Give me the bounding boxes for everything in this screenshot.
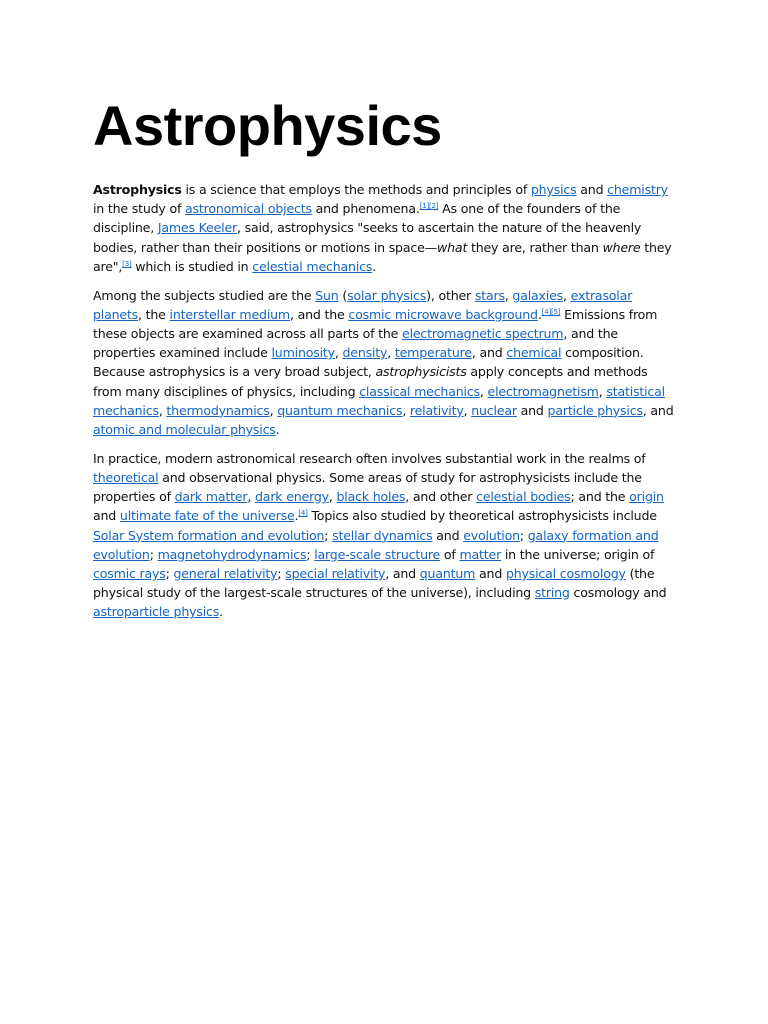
link-large-scale-structure[interactable]: large-scale structure (314, 546, 441, 562)
link-solar-physics[interactable]: solar physics (347, 287, 427, 303)
paragraph-practice (93, 449, 676, 622)
text: . (219, 604, 223, 620)
link-theoretical[interactable]: theoretical (93, 470, 159, 486)
text: of (440, 546, 460, 562)
text: ; (149, 546, 158, 562)
bold-term: Astrophysics (93, 182, 182, 197)
text: composition. Because astrophysics is a very broad subject, (93, 345, 644, 380)
text: , (402, 402, 410, 418)
link-luminosity[interactable]: luminosity (271, 345, 335, 361)
text: , (504, 287, 513, 303)
text: As one of the founders of the discipline, (93, 201, 621, 236)
text: which is studied in (131, 258, 253, 274)
text: ; (519, 527, 528, 543)
link-black-holes[interactable]: black holes (336, 489, 406, 505)
text: , and the properties examined include (93, 326, 618, 361)
citation (420, 202, 439, 210)
link-celestial-bodies[interactable]: celestial bodies (476, 489, 571, 505)
link-james-keeler[interactable]: James Keeler (157, 220, 237, 236)
link-electromagnetism[interactable]: electromagnetism (487, 383, 599, 399)
text: , (328, 489, 337, 505)
link-stellar-dynamics[interactable]: stellar dynamics (332, 527, 433, 543)
text: , (158, 402, 167, 418)
text: and phenomena. (311, 201, 420, 217)
link-galaxy-formation[interactable]: galaxy formation and evolution (93, 527, 659, 562)
link-sun[interactable]: Sun (315, 287, 339, 303)
link-cosmic-rays[interactable]: cosmic rays (93, 566, 166, 582)
link-relativity[interactable]: relativity (409, 402, 464, 418)
citation-link-3[interactable]: [3] (122, 259, 132, 268)
text: . (275, 422, 280, 438)
text: in the universe; origin of (501, 546, 655, 562)
text: , and (471, 345, 507, 361)
link-physics[interactable]: physics (530, 182, 577, 197)
text: , (247, 489, 256, 505)
text: they are", (93, 239, 672, 274)
citation-link-4b[interactable]: [4] (298, 509, 308, 518)
link-stars[interactable]: stars (474, 287, 505, 303)
text: and (93, 508, 120, 524)
text: ; (324, 527, 333, 543)
text: Among the subjects studied are the (93, 287, 316, 303)
link-physical-cosmology[interactable]: physical cosmology (505, 566, 626, 582)
link-quantum-mechanics[interactable]: quantum mechanics (277, 402, 403, 418)
text: . (537, 306, 542, 322)
link-particle-physics[interactable]: particle physics (547, 402, 643, 418)
link-string[interactable]: string (534, 585, 570, 601)
citation-link-1[interactable]: [1] (419, 202, 429, 211)
text: and (516, 402, 548, 418)
link-astroparticle-physics[interactable]: astroparticle physics (93, 604, 220, 620)
text: , the (138, 306, 170, 322)
text: , (387, 345, 395, 361)
text: they are, rather than (467, 239, 603, 255)
text: , and other (405, 489, 477, 505)
text: , (334, 345, 343, 361)
text: cosmology and (569, 585, 667, 601)
link-extrasolar-planets[interactable]: extrasolar planets (93, 287, 633, 322)
text: , (563, 287, 571, 303)
link-cosmic-microwave-background[interactable]: cosmic microwave background (348, 306, 538, 322)
text: , and (642, 402, 674, 418)
text: in the study of (93, 201, 186, 217)
italic-text: astrophysicists (375, 364, 467, 380)
link-dark-energy[interactable]: dark energy (255, 489, 329, 505)
text: ( (338, 287, 348, 303)
text: . (294, 508, 299, 524)
text: , (598, 383, 607, 399)
link-galaxies[interactable]: galaxies (512, 287, 564, 303)
text: apply concepts and methods from many disciplines of physics, including (93, 364, 648, 399)
text: and (432, 527, 464, 543)
citation-link-2[interactable]: [2] (429, 202, 439, 211)
link-chemistry[interactable]: chemistry (607, 182, 668, 197)
link-atomic-and-molecular-physics[interactable]: atomic and molecular physics (93, 422, 276, 438)
citation (122, 260, 131, 268)
link-density[interactable]: density (342, 345, 388, 361)
link-interstellar-medium[interactable]: interstellar medium (169, 306, 290, 322)
link-solar-system-formation[interactable]: Solar System formation and evolution (93, 527, 325, 543)
link-general-relativity[interactable]: general relativity (173, 566, 278, 582)
link-evolution[interactable]: evolution (463, 527, 520, 543)
text: ; (165, 566, 174, 582)
citation (542, 308, 561, 316)
link-nuclear[interactable]: nuclear (471, 402, 517, 418)
text: and (475, 566, 506, 582)
link-quantum[interactable]: quantum (419, 566, 476, 582)
text: Emissions from these objects are examined across all parts of the (93, 306, 658, 342)
text: (the physical study of the largest-scale structures of the universe), including (93, 566, 655, 601)
text: , and (385, 566, 420, 582)
link-magnetohydrodynamics[interactable]: magnetohydrodynamics (157, 546, 307, 562)
link-statistical-mechanics[interactable]: statistical mechanics (93, 383, 665, 418)
citation-link-5[interactable]: [5] (551, 307, 561, 316)
link-special-relativity[interactable]: special relativity (285, 566, 386, 582)
text: and (576, 182, 608, 197)
text: is a science that employs the methods and principles of (181, 182, 531, 197)
link-chemical[interactable]: chemical (506, 345, 562, 361)
link-temperature[interactable]: temperature (394, 345, 472, 361)
article-body (93, 92, 676, 631)
link-thermodynamics[interactable]: thermodynamics (166, 402, 270, 418)
italic-text: where (602, 239, 641, 255)
paragraph-intro (93, 180, 676, 276)
text: ; and the (570, 489, 630, 505)
link-celestial-mechanics[interactable]: celestial mechanics (252, 258, 373, 274)
link-dark-matter[interactable]: dark matter (174, 489, 248, 505)
text: , (463, 402, 472, 418)
link-ultimate-fate-of-the-universe[interactable]: ultimate fate of the universe (119, 508, 295, 524)
italic-text: what (437, 239, 468, 255)
citation-link-4[interactable]: [4] (541, 307, 551, 316)
text: In practice, modern astronomical research often involves substantial work in the realms of (93, 450, 646, 466)
page-title: Astrophysics (93, 94, 442, 157)
paragraph-subjects (93, 286, 676, 440)
text: ; (277, 566, 286, 582)
link-matter[interactable]: matter (459, 546, 502, 562)
text: Topics also studied by theoretical astrophysicists include (307, 508, 657, 524)
link-electromagnetic-spectrum[interactable]: electromagnetic spectrum (402, 326, 564, 342)
text: and observational physics. Some areas of study for astrophysicists include the properties of (93, 470, 642, 505)
link-origin[interactable]: origin (629, 489, 664, 505)
text: , and the (289, 306, 349, 322)
citation (298, 509, 307, 517)
link-classical-mechanics[interactable]: classical mechanics (359, 383, 480, 399)
link-astronomical-objects[interactable]: astronomical objects (185, 201, 312, 217)
text: ; (306, 546, 315, 562)
text: , said, astrophysics "seeks to ascertain the nature of the heavenly bodies, rather than their positions or motions in space— (93, 220, 642, 255)
text: ), other (426, 287, 475, 303)
text: , (479, 383, 488, 399)
text: , (269, 402, 278, 418)
text: . (372, 258, 377, 274)
